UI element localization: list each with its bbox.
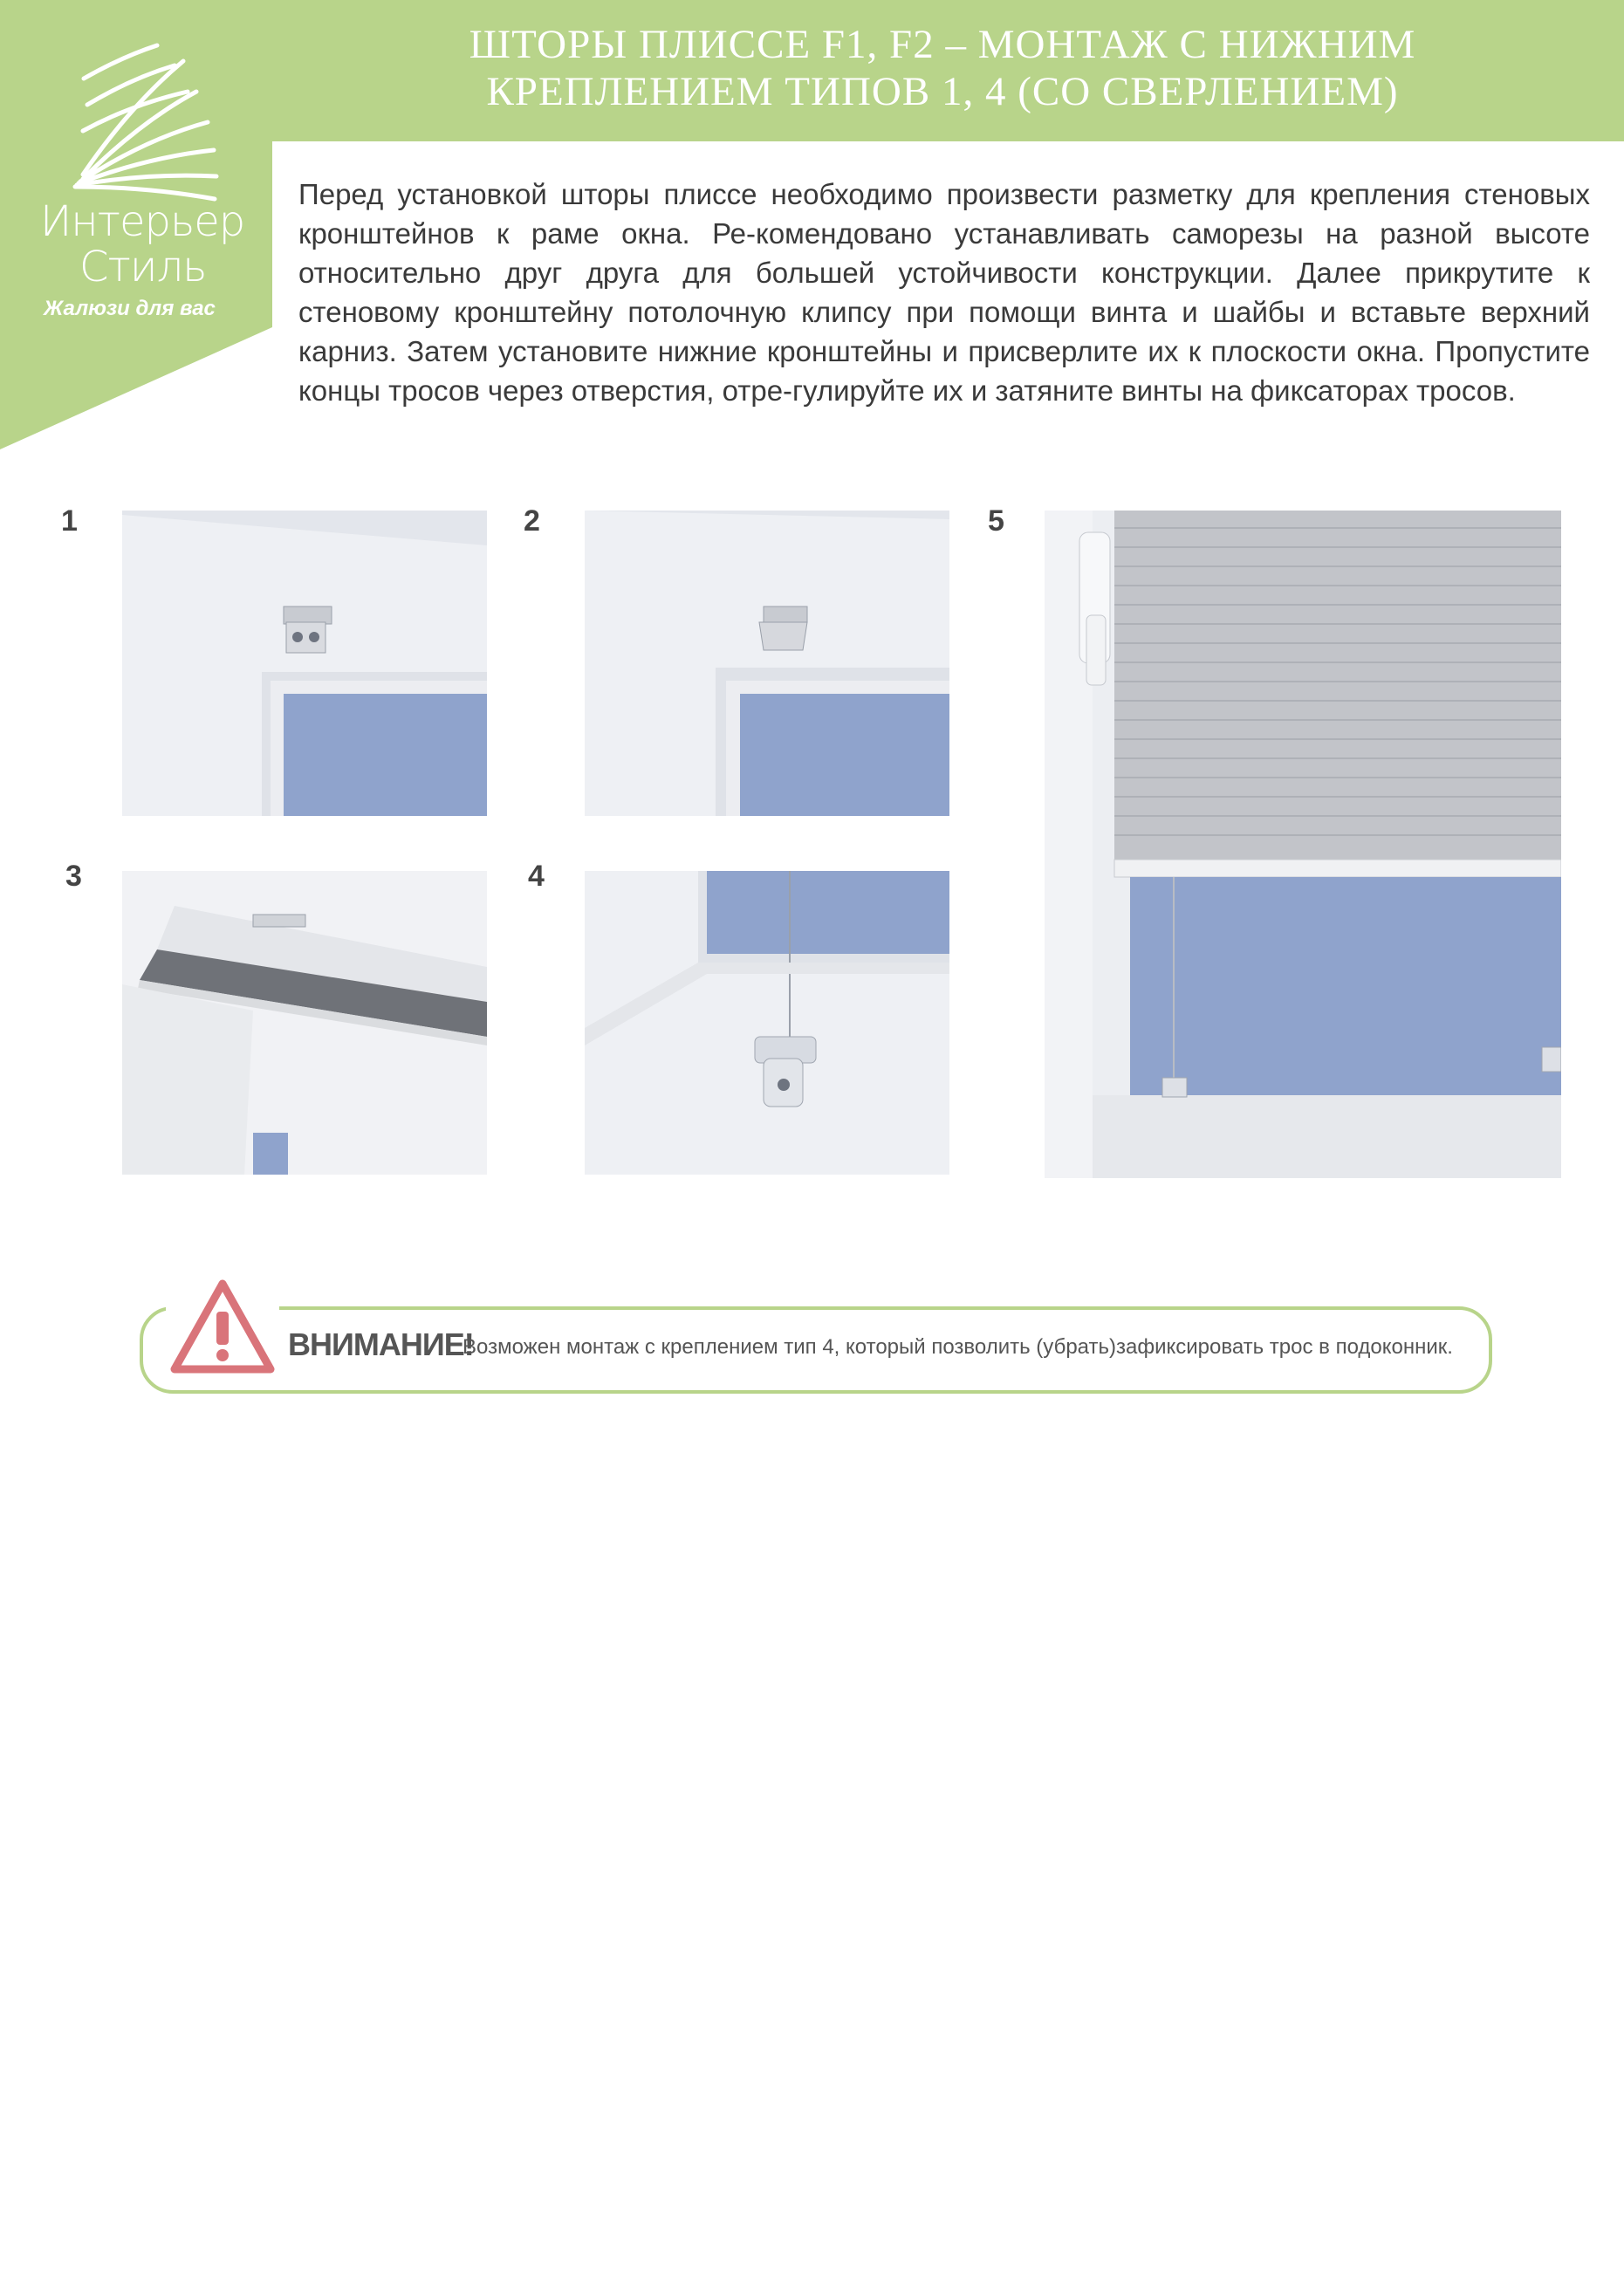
step-number-1: 1 <box>61 504 78 538</box>
page-title-line-1: ШТОРЫ ПЛИССЕ F1, F2 – МОНТАЖ С НИЖНИМ <box>469 22 1416 67</box>
step-photo-3 <box>122 871 487 1175</box>
logo-panel <box>0 0 272 449</box>
window-handle-icon <box>1079 532 1110 685</box>
warning-label: ВНИМАНИЕ! <box>288 1326 474 1362</box>
step-photo-5 <box>1045 511 1561 1178</box>
logo-name <box>40 199 244 290</box>
logo-tagline: Жалюзи для вас <box>44 297 216 320</box>
step-number-2: 2 <box>524 504 540 538</box>
page-title-line-2: КРЕПЛЕНИЕМ ТИПОВ 1, 4 (СО СВЕРЛЕНИЕМ) <box>486 69 1399 114</box>
step-photo-4 <box>585 871 949 1175</box>
wall-bracket-icon <box>284 607 332 653</box>
warning-text: Возможен монтаж с креплением тип 4, который позволить (убрать)зафиксировать трос в подоконник. <box>463 1335 1453 1359</box>
logo-name-line-1: Интерьер <box>40 197 245 246</box>
warning-triangle-icon <box>170 1278 275 1374</box>
step-photo-2 <box>585 511 949 816</box>
step-number-4: 4 <box>528 860 545 893</box>
ceiling-clip-icon <box>759 607 807 650</box>
page-title <box>271 21 1614 115</box>
intro-paragraph: Перед установкой шторы плиссе необходимо произвести разметку для крепления стеновых кронштейнов к раме окна. Ре-комендовано устанавливать саморезы на разной высоте относительно друг друга для большей устойчивости конструкции. Далее прикрутите к стеновому кронштейну потолочную клипсу при помощи винта и шайбы и вставьте верхний карниз. Затем установите нижние кронштейны и присверлите их к плоскости окна. Пропустите концы тросов через отверстия, отре-гулируйте их и затяните винты на фиксаторах тросов. <box>298 178 1590 407</box>
headrail-clip-icon <box>253 915 305 927</box>
step-number-3: 3 <box>65 860 82 893</box>
step-number-5: 5 <box>988 504 1004 538</box>
step-photo-1 <box>122 511 487 816</box>
logo-name-line-2: Стиль <box>79 243 207 291</box>
